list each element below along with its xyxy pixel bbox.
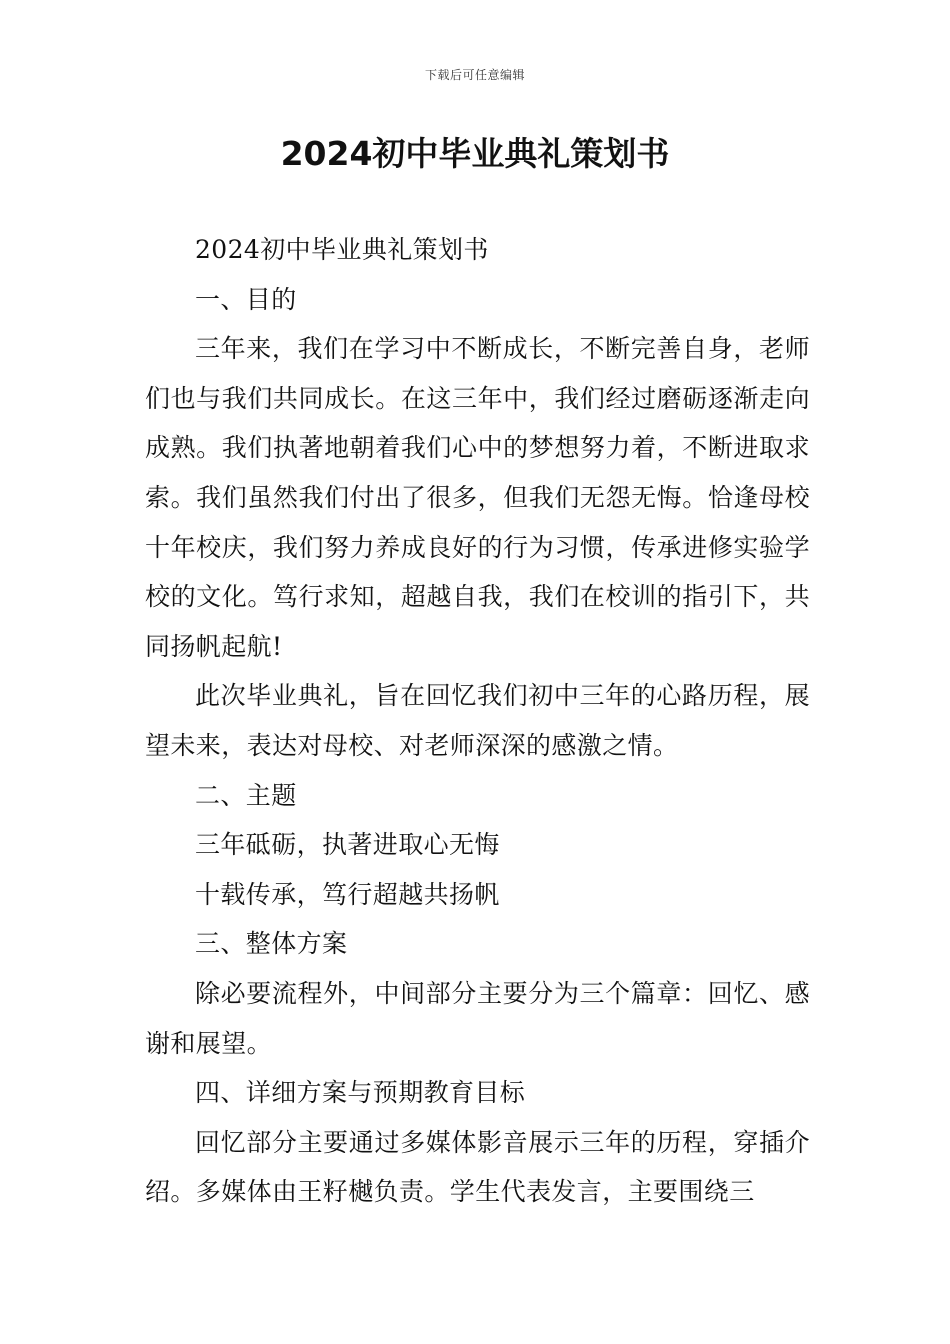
paragraph-overall-plan: 除必要流程外，中间部分主要分为三个篇章：回忆、感谢和展望。 bbox=[145, 978, 810, 1058]
theme-line-2: 十载传承，笃行超越共扬帆 bbox=[195, 879, 500, 909]
header-note: 下载后可任意编辑 bbox=[424, 68, 525, 82]
section-heading-purpose: 一、目的 bbox=[195, 284, 297, 314]
document-title: 2024初中毕业典礼策划书 bbox=[280, 134, 670, 173]
document-body bbox=[145, 225, 810, 1217]
section-heading-theme: 二、主题 bbox=[195, 780, 297, 810]
paragraph-purpose-body: 三年来，我们在学习中不断成长，不断完善自身，老师们也与我们共同成长。在这三年中，我们经过磨砺逐渐走向成熟。我们执著地朝着我们心中的梦想努力着，不断进取求索。我们虽然我们付出了很多，但我们无怨无悔。恰逢母校十年校庆，我们努力养成良好的行为习惯，传承进修实验学校的文化。笃行求知，超越自我，我们在校训的指引下，共同扬帆起航! bbox=[145, 334, 810, 661]
theme-line-1: 三年砥砺，执著进取心无悔 bbox=[195, 830, 500, 860]
paragraph-detailed-plan: 回忆部分主要通过多媒体影音展示三年的历程，穿插介绍。多媒体由王籽樾负责。学生代表发言，主要围绕三 bbox=[145, 1127, 810, 1207]
section-heading-detailed-plan: 四、详细方案与预期教育目标 bbox=[195, 1078, 526, 1108]
paragraph-purpose-aim: 此次毕业典礼，旨在回忆我们初中三年的心路历程，展望未来，表达对母校、对老师深深的感激之情。 bbox=[145, 681, 810, 760]
paragraph-subtitle: 2024初中毕业典礼策划书 bbox=[195, 235, 489, 264]
section-heading-overall-plan: 三、整体方案 bbox=[195, 929, 348, 959]
